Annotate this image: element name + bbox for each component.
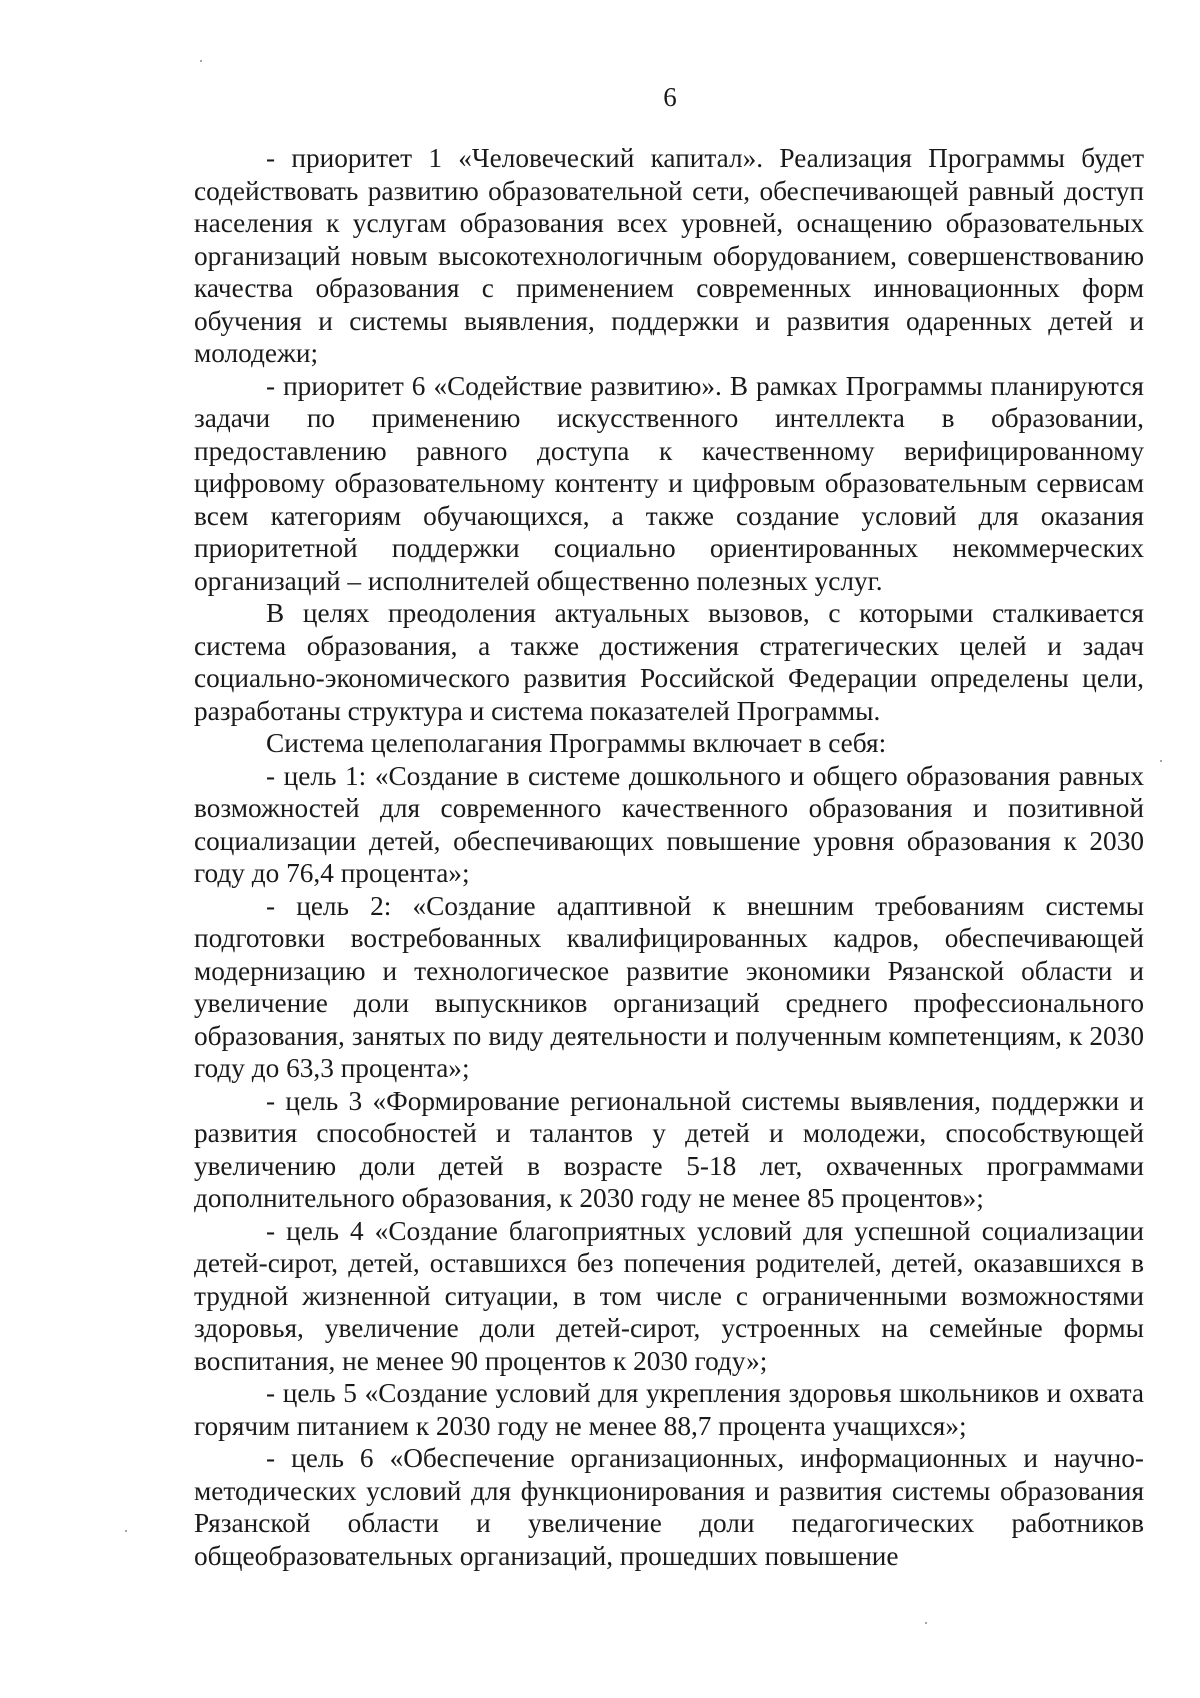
paragraph-goal-5: - цель 5 «Создание условий для укрепления здоровья школьников и охвата горячим питанием к 2030 году не менее 88,7 процента учащихся»; (194, 1378, 1144, 1441)
scan-speck (200, 60, 202, 62)
paragraph-goal-2: - цель 2: «Создание адаптивной к внешним требованиям системы подготовки востребованных квалифицированных кадров, обеспечивающей модернизацию и технологическое развитие экономики Рязанской области и увеличение доли выпускников организаций среднего профессионального образования, занятых по виду деятельности и полученным компетенциям, к 2030 году до 63,3 процента»; (194, 890, 1144, 1083)
scan-speck (125, 1530, 127, 1532)
paragraph-goal-6: - цель 6 «Обеспечение организационных, информационных и научно-методических условий для функционирования и развития системы образования Рязанской области и увеличение доли педагогических работников общеобразовательных организаций, прошедших повышение (194, 1443, 1144, 1571)
scan-speck (1160, 760, 1162, 762)
paragraph-priority-6: - приоритет 6 «Содействие развитию». В рамках Программы планируются задачи по применению искусственного интеллекта в образовании, предоставлению равного доступа к качественному верифицированному цифровому образовательному контенту и цифровым образовательным сервисам всем категориям обучающихся, а также создание условий для оказания приоритетной поддержки социально ориентированных некоммерческих организаций – исполнителей общественно полезных услуг. (194, 370, 1144, 596)
document-body (194, 142, 1144, 1572)
paragraph-goal-4: - цель 4 «Создание благоприятных условий для успешной социализации детей-сирот, детей, оставшихся без попечения родителей, детей, оказавшихся в трудной жизненной ситуации, в том числе с ограниченными возможностями здоровья, увеличение доли детей-сирот, устроенных на семейные формы воспитания, не менее 90 процентов к 2030 году»; (194, 1215, 1144, 1376)
page-number: 6 (663, 82, 677, 112)
paragraph-priority-1: - приоритет 1 «Человеческий капитал». Реализация Программы будет содействовать развитию образовательной сети, обеспечивающей равный доступ населения к услугам образования всех уровней, оснащению образовательных организаций новым высокотехнологичным оборудованием, совершенствованию качества образования с применением современных инновационных форм обучения и системы выявления, поддержки и развития одаренных детей и молодежи; (194, 143, 1144, 368)
paragraph-goal-system: Система целеполагания Программы включает в себя: (266, 728, 887, 758)
scan-speck (925, 1622, 927, 1624)
paragraph-challenges: В целях преодоления актуальных вызовов, с которыми сталкивается система образования, а также достижения стратегических целей и задач социально-экономического развития Российской Федерации определены цели, разработаны структура и система показателей Программы. (194, 598, 1144, 726)
paragraph-goal-3: - цель 3 «Формирование региональной системы выявления, поддержки и развития способностей и талантов у детей и молодежи, способствующей увеличению доли детей в возрасте 5-18 лет, охваченных программами дополнительного образования, к 2030 году не менее 85 процентов»; (194, 1085, 1144, 1213)
paragraph-goal-1: - цель 1: «Создание в системе дошкольного и общего образования равных возможностей для современного качественного образования и позитивной социализации детей, обеспечивающих повышение уровня образования к 2030 году до 76,4 процента»; (194, 760, 1144, 888)
